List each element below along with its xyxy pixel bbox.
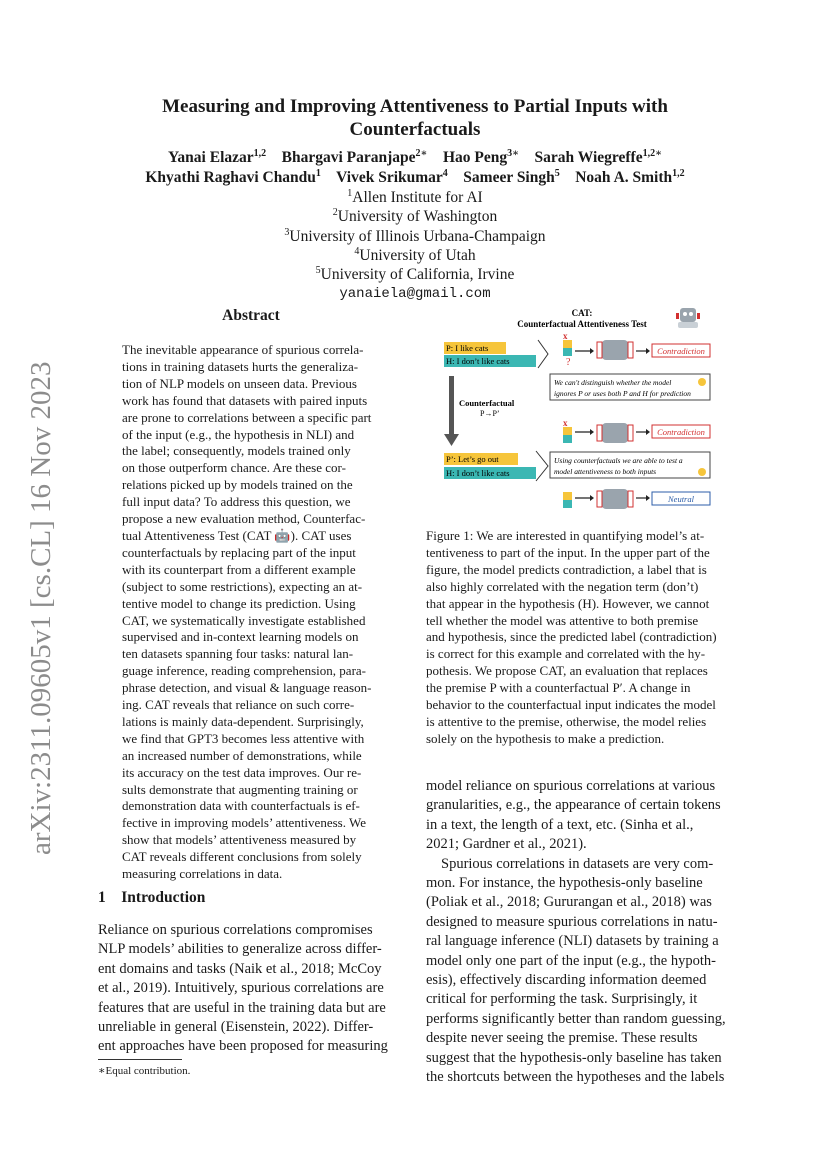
abstract-line: the label; consequently, models trained only: [122, 443, 351, 459]
figure-title-line-2: Counterfactual Attentiveness Test: [517, 319, 647, 329]
affiliation: $^2$University of Washington: [332, 207, 498, 226]
counterfactual-arrow-head: [444, 434, 459, 446]
abstract-line: fective in improving models’ attentiveness. We: [122, 815, 366, 831]
abstract-line: work has found that datasets with paired inputs: [122, 392, 368, 408]
body-line: esis), effectively discarding information deemed: [426, 972, 707, 989]
body-line: the shortcuts between the hypotheses and the labels: [426, 1069, 725, 1086]
brace: [538, 340, 548, 368]
body-line: critical for performing the task. Surprisingly, it: [426, 991, 698, 1008]
question-mark: ?: [566, 357, 571, 368]
abstract-line: CAT, we systematically investigate established: [122, 612, 366, 628]
abstract-line: demonstration data with counterfactuals is ef-: [122, 798, 360, 814]
body-line: granularities, e.g., the appearance of certain tokens: [426, 797, 721, 814]
abstract-line: tual Attentiveness Test (CAT 🤖). CAT uses: [122, 527, 352, 543]
label-text-bottom: Neutral: [668, 494, 694, 504]
abstract-line: on those outperform chance. Are these cor-: [122, 460, 346, 476]
note-bottom-line-1: Using counterfactuals we are able to test a: [554, 456, 683, 465]
body-line: 2021; Gardner et al., 2021).: [426, 836, 587, 853]
abstract-line: measuring correlations in data.: [122, 866, 283, 882]
title-line-1: Measuring and Improving Attentiveness to Partial Inputs with: [162, 96, 668, 117]
caption-line: Figure 1: We are interested in quantifying model’s at-: [426, 528, 705, 543]
caption-line: behavior to the counterfactual input indicates the model: [426, 697, 716, 713]
hypothesis-text-top: H: I don’t like cats: [446, 356, 510, 366]
model-icon-top: [602, 340, 628, 360]
author: Sameer Singh$^5$: [463, 168, 560, 187]
authors-row-2: [80, 168, 750, 187]
abstract-line: counterfactuals by replacing part of the input: [122, 544, 356, 560]
abstract-line: propose a new evaluation method, Counterfac-: [122, 511, 366, 527]
footnote-divider: [98, 1059, 182, 1060]
author: Hao Peng$^{3∗}$: [442, 148, 520, 167]
author: Sarah Wiegreffe$^{1,2∗}$: [534, 148, 663, 167]
abstract-line: tions in training datasets hurts the generaliza-: [122, 358, 359, 374]
input-square-yellow-mid: [563, 427, 572, 435]
caption-line: the premise P with a counterfactual P′. A change in: [426, 680, 691, 696]
body-line: model only one part of the input (e.g., the hypoth-: [426, 952, 716, 969]
abstract-line: show that models’ attentiveness measured by: [122, 832, 357, 848]
abstract-line: with its counterpart from a different example: [122, 561, 356, 577]
input-square-teal-bottom: [563, 500, 572, 508]
footnote: ∗Equal contribution.: [98, 1065, 191, 1077]
abstract-line: an increased number of demonstrations, while: [122, 747, 362, 763]
title-line-2: Counterfactuals: [349, 119, 481, 140]
body-line: designed to measure spurious correlations in natu-: [426, 913, 718, 930]
abstract-line: lations is mainly data-dependent. Surprisingly,: [122, 713, 364, 729]
abstract-line: ing. CAT reveals that reliance on such corre-: [122, 697, 355, 713]
cat-icon: [698, 378, 706, 386]
counterfactual-arrow-shaft: [449, 376, 454, 436]
hypothesis-text-bottom: H: I don’t like cats: [446, 468, 510, 478]
abstract-line: tion of NLP models on unseen data. Previous: [122, 375, 357, 391]
model-icon-bottom: [602, 489, 628, 509]
input-square-yellow: [563, 340, 572, 348]
counterfactual-formula: P→P’: [480, 409, 500, 418]
model-icon-mid: [602, 423, 628, 443]
cross-mark-mid: x: [563, 418, 568, 428]
body-line: suggest that the hypothesis-only baseline has taken: [426, 1049, 722, 1066]
caption-line: solely on the hypothesis to make a prediction.: [426, 730, 665, 746]
contact-email[interactable]: yanaiela@gmail.com: [339, 286, 491, 302]
section-title: Introduction: [121, 889, 206, 906]
right-column-body: [426, 777, 731, 1088]
author: Noah A. Smith$^{1,2}$: [575, 168, 685, 187]
affiliation: $^4$University of Utah: [354, 246, 476, 265]
caption-line: and hypothesis, since the predicted label (contradiction): [426, 629, 717, 645]
caption-line: is correct for this example and correlated with the hy-: [426, 646, 706, 662]
abstract-line: we find that GPT3 becomes less attentive with: [122, 730, 365, 746]
input-square-teal: [563, 348, 572, 356]
author: Khyathi Raghavi Chandu$^1$: [145, 168, 321, 187]
intro-line: ent approaches have been proposed for measuring: [98, 1038, 388, 1055]
abstract-line: tentive model to change its prediction. Using: [122, 595, 356, 611]
caption-line: tentiveness to part of the input. In the upper part of the: [426, 544, 710, 560]
body-line: Spurious correlations in datasets are very com-: [441, 855, 714, 872]
input-square-teal-mid: [563, 435, 572, 443]
author: Vivek Srikumar$^4$: [336, 168, 448, 187]
body-line: (Poliak et al., 2018; Gururangan et al., 2018) was: [426, 894, 712, 911]
intro-line: Reliance on spurious correlations compromises: [98, 922, 373, 938]
body-line: despite never seeing the premise. These results: [426, 1030, 698, 1047]
author: Yanai Elazar$^{1,2}$: [167, 148, 267, 167]
abstract-line: are prone to correlations between a specific part: [122, 409, 372, 425]
section-number: 1: [98, 889, 106, 906]
body-line: ral language inference (NLI) datasets by training a: [426, 933, 719, 950]
affiliation: $^5$University of California, Irvine: [315, 265, 515, 284]
figure-1-diagram: [432, 306, 732, 521]
abstract-body: [122, 342, 380, 883]
introduction-body: [98, 921, 403, 1057]
intro-line: et al., 2019). Intuitively, spurious correlations are: [98, 980, 384, 997]
intro-line: unreliable in general (Eisenstein, 2022). Differ-: [98, 1019, 374, 1036]
caption-line: pothesis. We propose CAT, an evaluation that replaces: [426, 663, 708, 679]
abstract-line: CAT reveals different conclusions from solely: [122, 849, 362, 865]
abstract-line: phrase detection, and visual & language reason-: [122, 680, 372, 696]
arxiv-id-text: arXiv:2311.09605v1 [cs.CL] 16 Nov 2023: [25, 361, 57, 855]
cat-icon-bottom: [698, 468, 706, 476]
note-bottom-line-2: model attentiveness to both inputs: [554, 467, 657, 476]
note-top-line-1: We can't distinguish whether the model: [554, 378, 672, 387]
body-line: mon. For instance, the hypothesis-only baseline: [426, 875, 703, 892]
input-square-yellow-bottom: [563, 492, 572, 500]
affiliation: $^3$University of Illinois Urbana-Champaign: [284, 227, 546, 246]
body-line: in a text, the length of a text, etc. (Sinha et al.,: [426, 816, 694, 833]
abstract-line: full input data? To address this question, we: [122, 494, 351, 510]
caption-line: is attentive to the premise, otherwise, the model relies: [426, 713, 707, 729]
caption-line: that appear in the hypothesis (H). However, we cannot: [426, 595, 710, 611]
intro-line: ent domains and tasks (Naik et al., 2018; McCoy: [98, 960, 382, 977]
affiliation: $^1$Allen Institute for AI: [347, 188, 483, 207]
abstract-line: ten datasets spanning four tasks: natural lan-: [122, 646, 354, 662]
counterfactual-label: Counterfactual: [459, 398, 515, 408]
premise-text-top: P: I like cats: [446, 343, 489, 353]
intro-line: features that are useful in the training data but are: [98, 999, 386, 1016]
abstract-line: its accuracy on the test data improves. Our re-: [122, 764, 362, 780]
abstract-line: guage inference, reading comprehension, para-: [122, 663, 366, 679]
arxiv-identifier-stamp: [20, 340, 60, 860]
abstract-line: of the input (e.g., the hypothesis in NLI) and: [122, 426, 355, 442]
intro-line: NLP models’ abilities to generalize across differ-: [98, 941, 382, 958]
caption-line: tell whether the model was attentive to both premise: [426, 612, 699, 628]
cross-mark: x: [563, 331, 568, 341]
abstract-heading: Abstract: [222, 307, 280, 324]
label-text-mid: Contradiction: [657, 427, 705, 437]
section-heading: [98, 889, 205, 907]
caption-line: figure, the model predicts contradiction, a label that is: [426, 561, 707, 577]
authors-row-1: [80, 148, 750, 167]
abstract-line: relations picked up by models trained on the: [122, 477, 353, 493]
label-text-top: Contradiction: [657, 346, 705, 356]
abstract-line: (subject to some restrictions), expecting an at-: [122, 578, 363, 594]
abstract-line: supervised and in-context learning models on: [122, 629, 359, 645]
author: Bhargavi Paranjape$^{2∗}$: [281, 148, 428, 167]
paper-title: [80, 95, 750, 141]
abstract-line: The inevitable appearance of spurious correla-: [122, 342, 364, 357]
body-line: performs significantly better than random guessing,: [426, 1010, 726, 1027]
figure-title-line-1: CAT:: [571, 308, 593, 318]
note-top-line-2: ignores P or uses both P and H for prediction: [554, 389, 691, 398]
abstract-line: sults demonstrate that augmenting training or: [122, 781, 358, 797]
robot-icon: [676, 308, 700, 328]
caption-line: also highly correlated with the negation term (don’t): [426, 578, 699, 594]
premise-text-bottom: P’: Let’s go out: [446, 454, 499, 464]
body-line: model reliance on spurious correlations at various: [426, 778, 716, 794]
figure-1-caption: [426, 528, 731, 748]
